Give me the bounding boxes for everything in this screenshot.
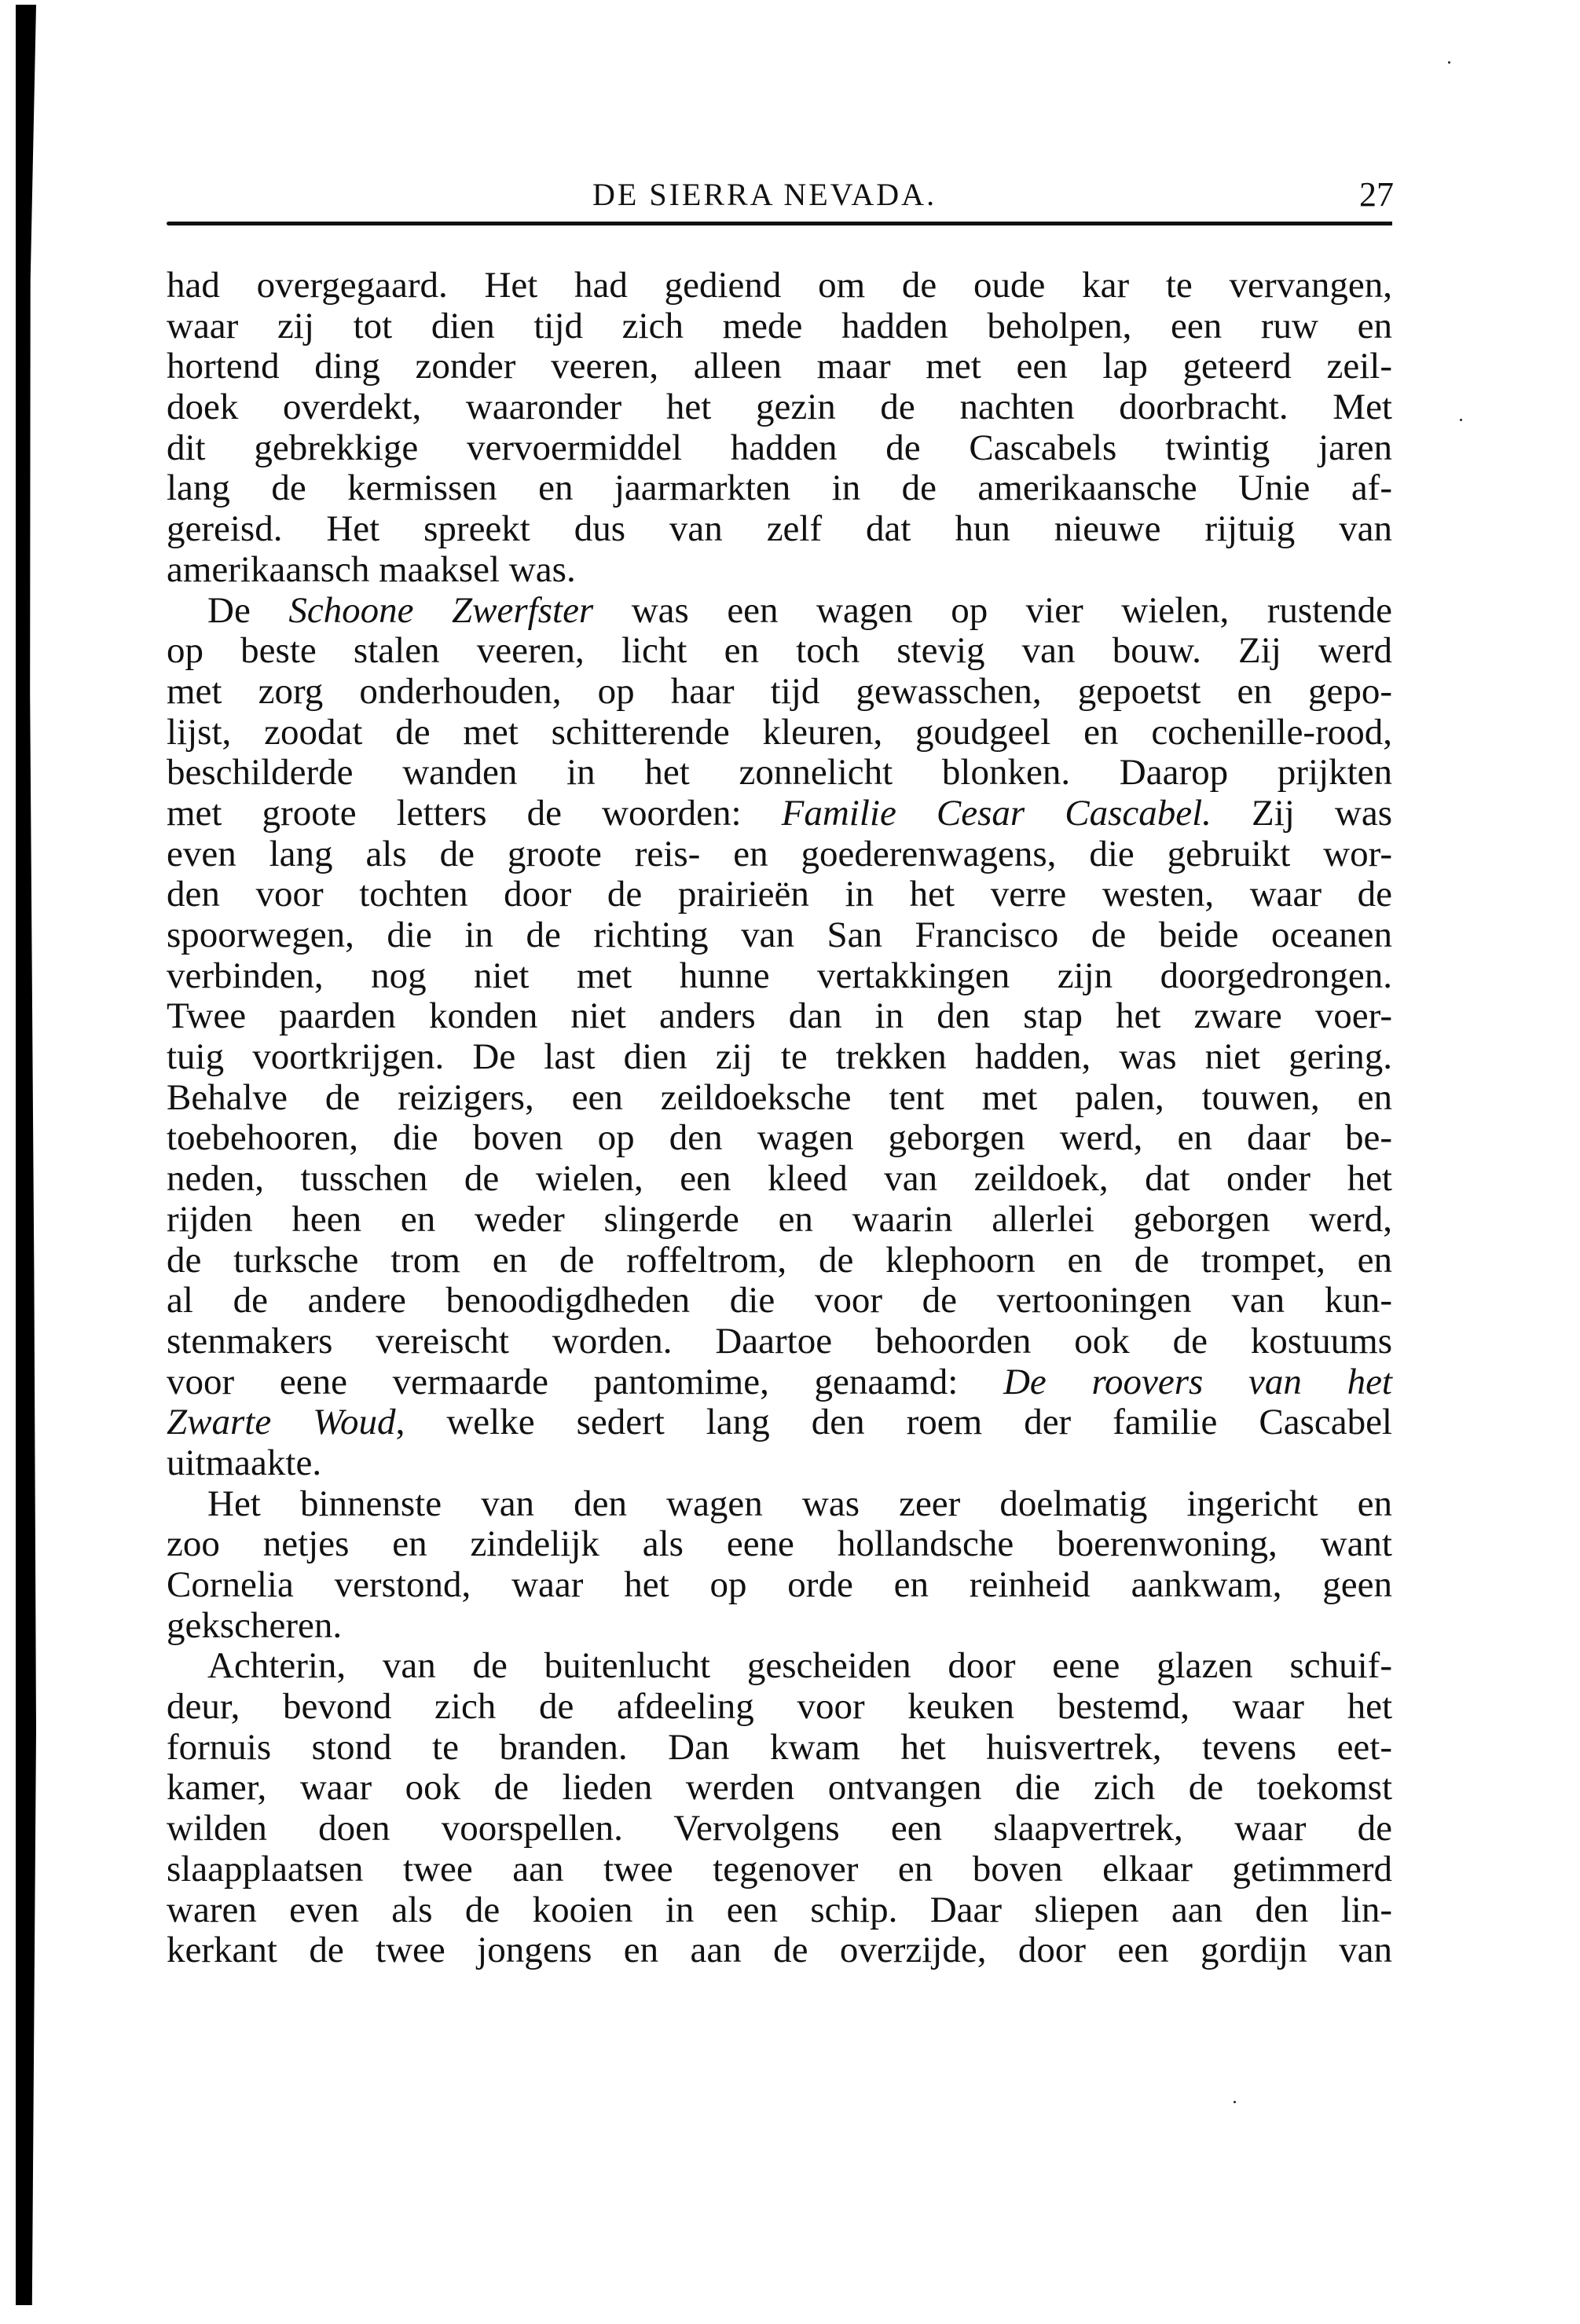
scan-speck xyxy=(1234,2101,1236,2103)
text-line: al de andere benoodigdheden die voor de vertooningen van kun- xyxy=(167,1280,1392,1321)
text-line: zoo netjes en zindelijk als eene hollandsche boerenwoning, want xyxy=(167,1523,1392,1565)
text-line: toebehooren, die boven op den wagen geborgen werd, en daar be- xyxy=(167,1117,1392,1159)
text-line: doek overdekt, waaronder het gezin de nachten doorbracht. Met xyxy=(167,387,1392,428)
text-line: fornuis stond te branden. Dan kwam het huisvertrek, tevens eet- xyxy=(167,1726,1392,1768)
scan-speck xyxy=(1448,61,1450,64)
text-line: beschilderde wanden in het zonnelicht blonken. Daarop prijkten xyxy=(167,752,1392,794)
text-line: had overgegaard. Het had gediend om de oude kar te vervangen, xyxy=(167,265,1392,306)
text-line: neden, tusschen de wielen, een kleed van zeildoek, dat onder het xyxy=(167,1158,1392,1200)
text-line: rijden heen en weder slingerde en waarin allerlei geborgen werd, xyxy=(167,1198,1392,1240)
text-line: Achterin, van de buitenlucht gescheiden door eene glazen schuif- xyxy=(207,1645,1392,1687)
italic-title: Familie Cesar Cascabel. xyxy=(781,792,1212,834)
text-line: hortend ding zonder veeren, alleen maar met een lap geteerd zeil- xyxy=(167,346,1392,387)
text-line: De Schoone Zwerfster was een wagen op vier wielen, rustende xyxy=(207,589,1392,631)
text-line: den voor tochten door de prairieën in het verre westen, waar de xyxy=(167,874,1392,915)
text-line: de turksche trom en de roffeltrom, de klephoorn en de trompet, en xyxy=(167,1239,1392,1281)
text-line: op beste stalen veeren, licht en toch stevig van bouw. Zij werd xyxy=(167,630,1392,672)
text-line: Het binnenste van den wagen was zeer doelmatig ingericht en xyxy=(207,1483,1392,1524)
text-line: dit gebrekkige vervoermiddel hadden de Cascabels twintig jaren xyxy=(167,427,1392,468)
paragraph xyxy=(167,1646,1392,1971)
italic-title: Schoone Zwerfster xyxy=(288,589,594,631)
text-line: kerkant de twee jongens en aan de overzijde, door een gordijn van xyxy=(167,1930,1392,1971)
text-line: kamer, waar ook de lieden werden ontvangen die zich de toekomst xyxy=(167,1767,1392,1809)
text-line: amerikaansch maaksel was. xyxy=(167,548,576,590)
paragraph xyxy=(167,1484,1392,1647)
running-header xyxy=(167,171,1392,218)
text-line: uitmaakte. xyxy=(167,1442,322,1483)
text-line: stenmakers vereischt worden. Daartoe behoorden ook de kostuums xyxy=(167,1320,1392,1362)
text-line: slaapplaatsen twee aan twee tegenover en boven elkaar getimmerd xyxy=(167,1848,1392,1890)
italic-title: De roovers van het xyxy=(1003,1361,1392,1402)
text-line: verbinden, nog niet met hunne vertakkingen zijn doorgedrongen. xyxy=(167,955,1392,996)
scan-speck xyxy=(1460,419,1462,421)
text-line: met zorg onderhouden, op haar tijd gewasschen, gepoetst en gepo- xyxy=(167,670,1392,712)
scanned-binding-edge xyxy=(16,5,36,2305)
paragraph xyxy=(167,266,1392,591)
text-line: lang de kermissen en jaarmarkten in de amerikaansche Unie af- xyxy=(167,467,1392,509)
text-line: spoorwegen, die in de richting van San Francisco de beide oceanen xyxy=(167,915,1392,955)
text-line: gekscheren. xyxy=(167,1604,343,1646)
header-rule xyxy=(167,222,1392,225)
text-line: waar zij tot dien tijd zich mede hadden beholpen, een ruw en xyxy=(167,305,1392,346)
page-number: 27 xyxy=(1359,175,1394,214)
paragraph xyxy=(167,591,1392,1484)
text-line: gereisd. Het spreekt dus van zelf dat hun nieuwe rijtuig van xyxy=(167,508,1392,550)
text-line: met groote letters de woorden: Familie Cesar Cascabel. Zij was xyxy=(167,792,1392,834)
text-line: Zwarte Woud, welke sedert lang den roem der familie Cascabel xyxy=(167,1402,1392,1443)
text-line: waren even als de kooien in een schip. Daar sliepen aan den lin- xyxy=(167,1889,1392,1930)
italic-title: Zwarte Woud xyxy=(167,1402,396,1443)
text-line: even lang als de groote reis- en goederenwagens, die gebruikt wor- xyxy=(167,833,1392,874)
text-line: Twee paarden konden niet anders dan in den stap het zware voer- xyxy=(167,995,1392,1037)
text-line: lijst, zoodat de met schitterende kleuren, goudgeel en cochenille-rood, xyxy=(167,711,1392,753)
body-text xyxy=(167,266,1392,1971)
text-line: wilden doen voorspellen. Vervolgens een slaapvertrek, waar de xyxy=(167,1808,1392,1849)
text-line: Cornelia verstond, waar het op orde en reinheid aankwam, geen xyxy=(167,1564,1392,1605)
text-line: deur, bevond zich de afdeeling voor keuken bestemd, waar het xyxy=(167,1686,1392,1728)
running-header-title: DE SIERRA NEVADA. xyxy=(592,177,937,212)
text-line: Behalve de reizigers, een zeildoeksche tent met palen, touwen, en xyxy=(167,1076,1392,1118)
text-line: tuig voortkrijgen. De last dien zij te trekken hadden, was niet gering. xyxy=(167,1036,1392,1078)
text-line: voor eene vermaarde pantomime, genaamd: De roovers van het xyxy=(167,1361,1392,1402)
